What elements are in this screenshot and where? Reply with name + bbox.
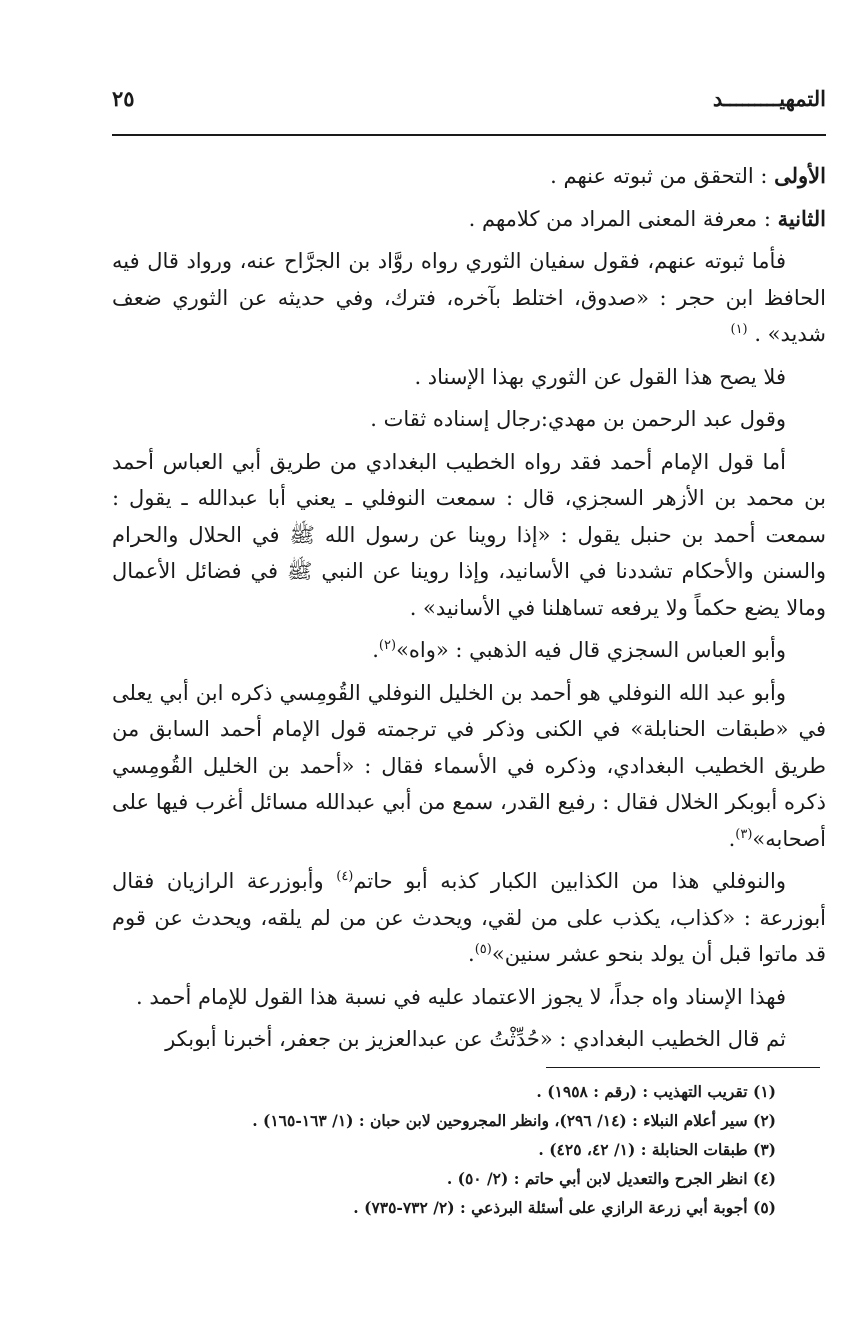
paragraph-thawri-verdict bbox=[112, 359, 826, 396]
paragraph-text: وأبو العباس السجزي قال فيه الذهبي : «واه» bbox=[396, 638, 786, 662]
footnote-ref-2: (٢) bbox=[378, 638, 397, 653]
footnote-divider bbox=[546, 1067, 820, 1068]
page-header bbox=[112, 86, 826, 126]
footnote-3: (٣) طبقات الحنابلة : (١/ ٤٢، ٤٢٥) . bbox=[538, 1140, 776, 1159]
footnote-1: (١) تقريب التهذيب : (رقم : ١٩٥٨) . bbox=[536, 1082, 776, 1101]
footnotes bbox=[112, 1077, 776, 1222]
paragraph-text: وأبو عبد الله النوفلي هو أحمد بن الخليل النوفلي القُومِسي ذكره ابن أبي يعلى في «طبقات الحنابلة» في الكنى وذكر في ترجمته قول الإمام أحمد السابق من طريق الخطيب البغدادي، وذكره في الأسماء فقال : «أحمد بن الخليل القُومِسي ذكره أبوبكر الخلال فقال : رفيع القدر، سمع من أبي عبدالله مسائل أغرب فيها على أصحابه» bbox=[112, 680, 826, 851]
footnote-5: (٥) أجوبة أبي زرعة الرازي على أسئلة البرذعي : (٢/ ٧٣٢-٧٣٥) . bbox=[353, 1198, 776, 1217]
paragraph-text: وقول عبد الرحمن بن مهدي:رجال إسناده ثقات . bbox=[370, 407, 786, 431]
point-label-second: الثانية bbox=[777, 205, 826, 231]
paragraph-text: أما قول الإمام أحمد فقد رواه الخطيب البغدادي من طريق أبي العباس أحمد بن محمد بن الأزهر السجزي، قال : سمعت النوفلي ـ يعني أبا عبدالله ـ يقول : سمعت أحمد بن حنبل يقول : «إذا روينا عن رسول الله ﷺ في الحلال والحرام والسنن والأحكام تشددنا في الأسانيد، وإذا روينا عن النبي ﷺ في فضائل الأعمال ومالا يضع حكماً ولا يرفعه تساهلنا في الأسانيد» . bbox=[112, 449, 826, 620]
point-label-first: الأولى bbox=[774, 163, 826, 188]
paragraph-end: . bbox=[468, 942, 475, 966]
paragraph-sijzi bbox=[112, 632, 826, 669]
paragraph-thawri-chain bbox=[112, 243, 826, 353]
paragraph-text: ثم قال الخطيب البغدادي : «حُدِّثْتُ عن عبدالعزيز بن جعفر، أخبرنا أبوبكر bbox=[165, 1027, 786, 1051]
point-text-second: : معرفة المعنى المراد من كلامهم . bbox=[468, 206, 778, 231]
paragraph-ibn-mahdi bbox=[112, 401, 826, 438]
paragraph-liars bbox=[112, 863, 826, 973]
footnote-ref-4: (٤) bbox=[336, 869, 354, 884]
paragraph-imam-ahmad bbox=[112, 444, 826, 627]
footnote-2: (٢) سير أعلام النبلاء : (١٤/ ٢٩٦)، وانظر المجروحين لابن حبان : (١/ ١٦٣-١٦٥) . bbox=[252, 1111, 776, 1130]
footnote-ref-3: (٣) bbox=[735, 826, 753, 842]
paragraph-conclusion bbox=[112, 979, 826, 1016]
paragraph-nawfali bbox=[112, 675, 826, 858]
main-text bbox=[112, 158, 826, 1064]
paragraph-second-point bbox=[112, 201, 826, 238]
footnote-ref-5: (٥) bbox=[474, 942, 492, 957]
page-number: ٢٥ bbox=[112, 86, 135, 111]
paragraph-text: فلا يصح هذا القول عن الثوري بهذا الإسناد . bbox=[414, 364, 786, 389]
running-title: التمهيـــــــــد bbox=[712, 86, 826, 111]
footnote-4: (٤) انظر الجرح والتعديل لابن أبي حاتم : (٢/ ٥٠) . bbox=[446, 1169, 776, 1188]
paragraph-text: والنوفلي هذا من الكذابين الكبار كذبه أبو حاتم bbox=[353, 869, 786, 893]
footnote-ref-1: (١) bbox=[730, 322, 748, 337]
paragraph-first-point bbox=[112, 158, 826, 195]
paragraph-khatib bbox=[112, 1021, 826, 1058]
header-divider bbox=[112, 134, 826, 136]
paragraph-text: فأما ثبوته عنهم، فقول سفيان الثوري رواه روَّاد بن الجرَّاح عنه، ورواد قال فيه الحافظ ابن حجر : «صدوق، اختلط بآخره، فترك، وفي حديثه عن الثوري ضعف شديد» . bbox=[112, 249, 826, 346]
paragraph-end: . bbox=[728, 826, 736, 851]
paragraph-text: وأبوزرعة الرازيان فقال أبوزرعة : «كذاب، يكذب على من لقي، ويحدث عن من لم يلقه، ويحدث عن قوم قد ماتوا قبل أن يولد بنحو عشر سنين» bbox=[112, 869, 826, 966]
paragraph-end: . bbox=[372, 638, 379, 662]
paragraph-text: فهذا الإسناد واه جداً، لا يجوز الاعتماد عليه في نسبة هذا القول للإمام أحمد . bbox=[136, 984, 786, 1009]
point-text-first: : التحقق من ثبوته عنهم . bbox=[550, 164, 775, 188]
